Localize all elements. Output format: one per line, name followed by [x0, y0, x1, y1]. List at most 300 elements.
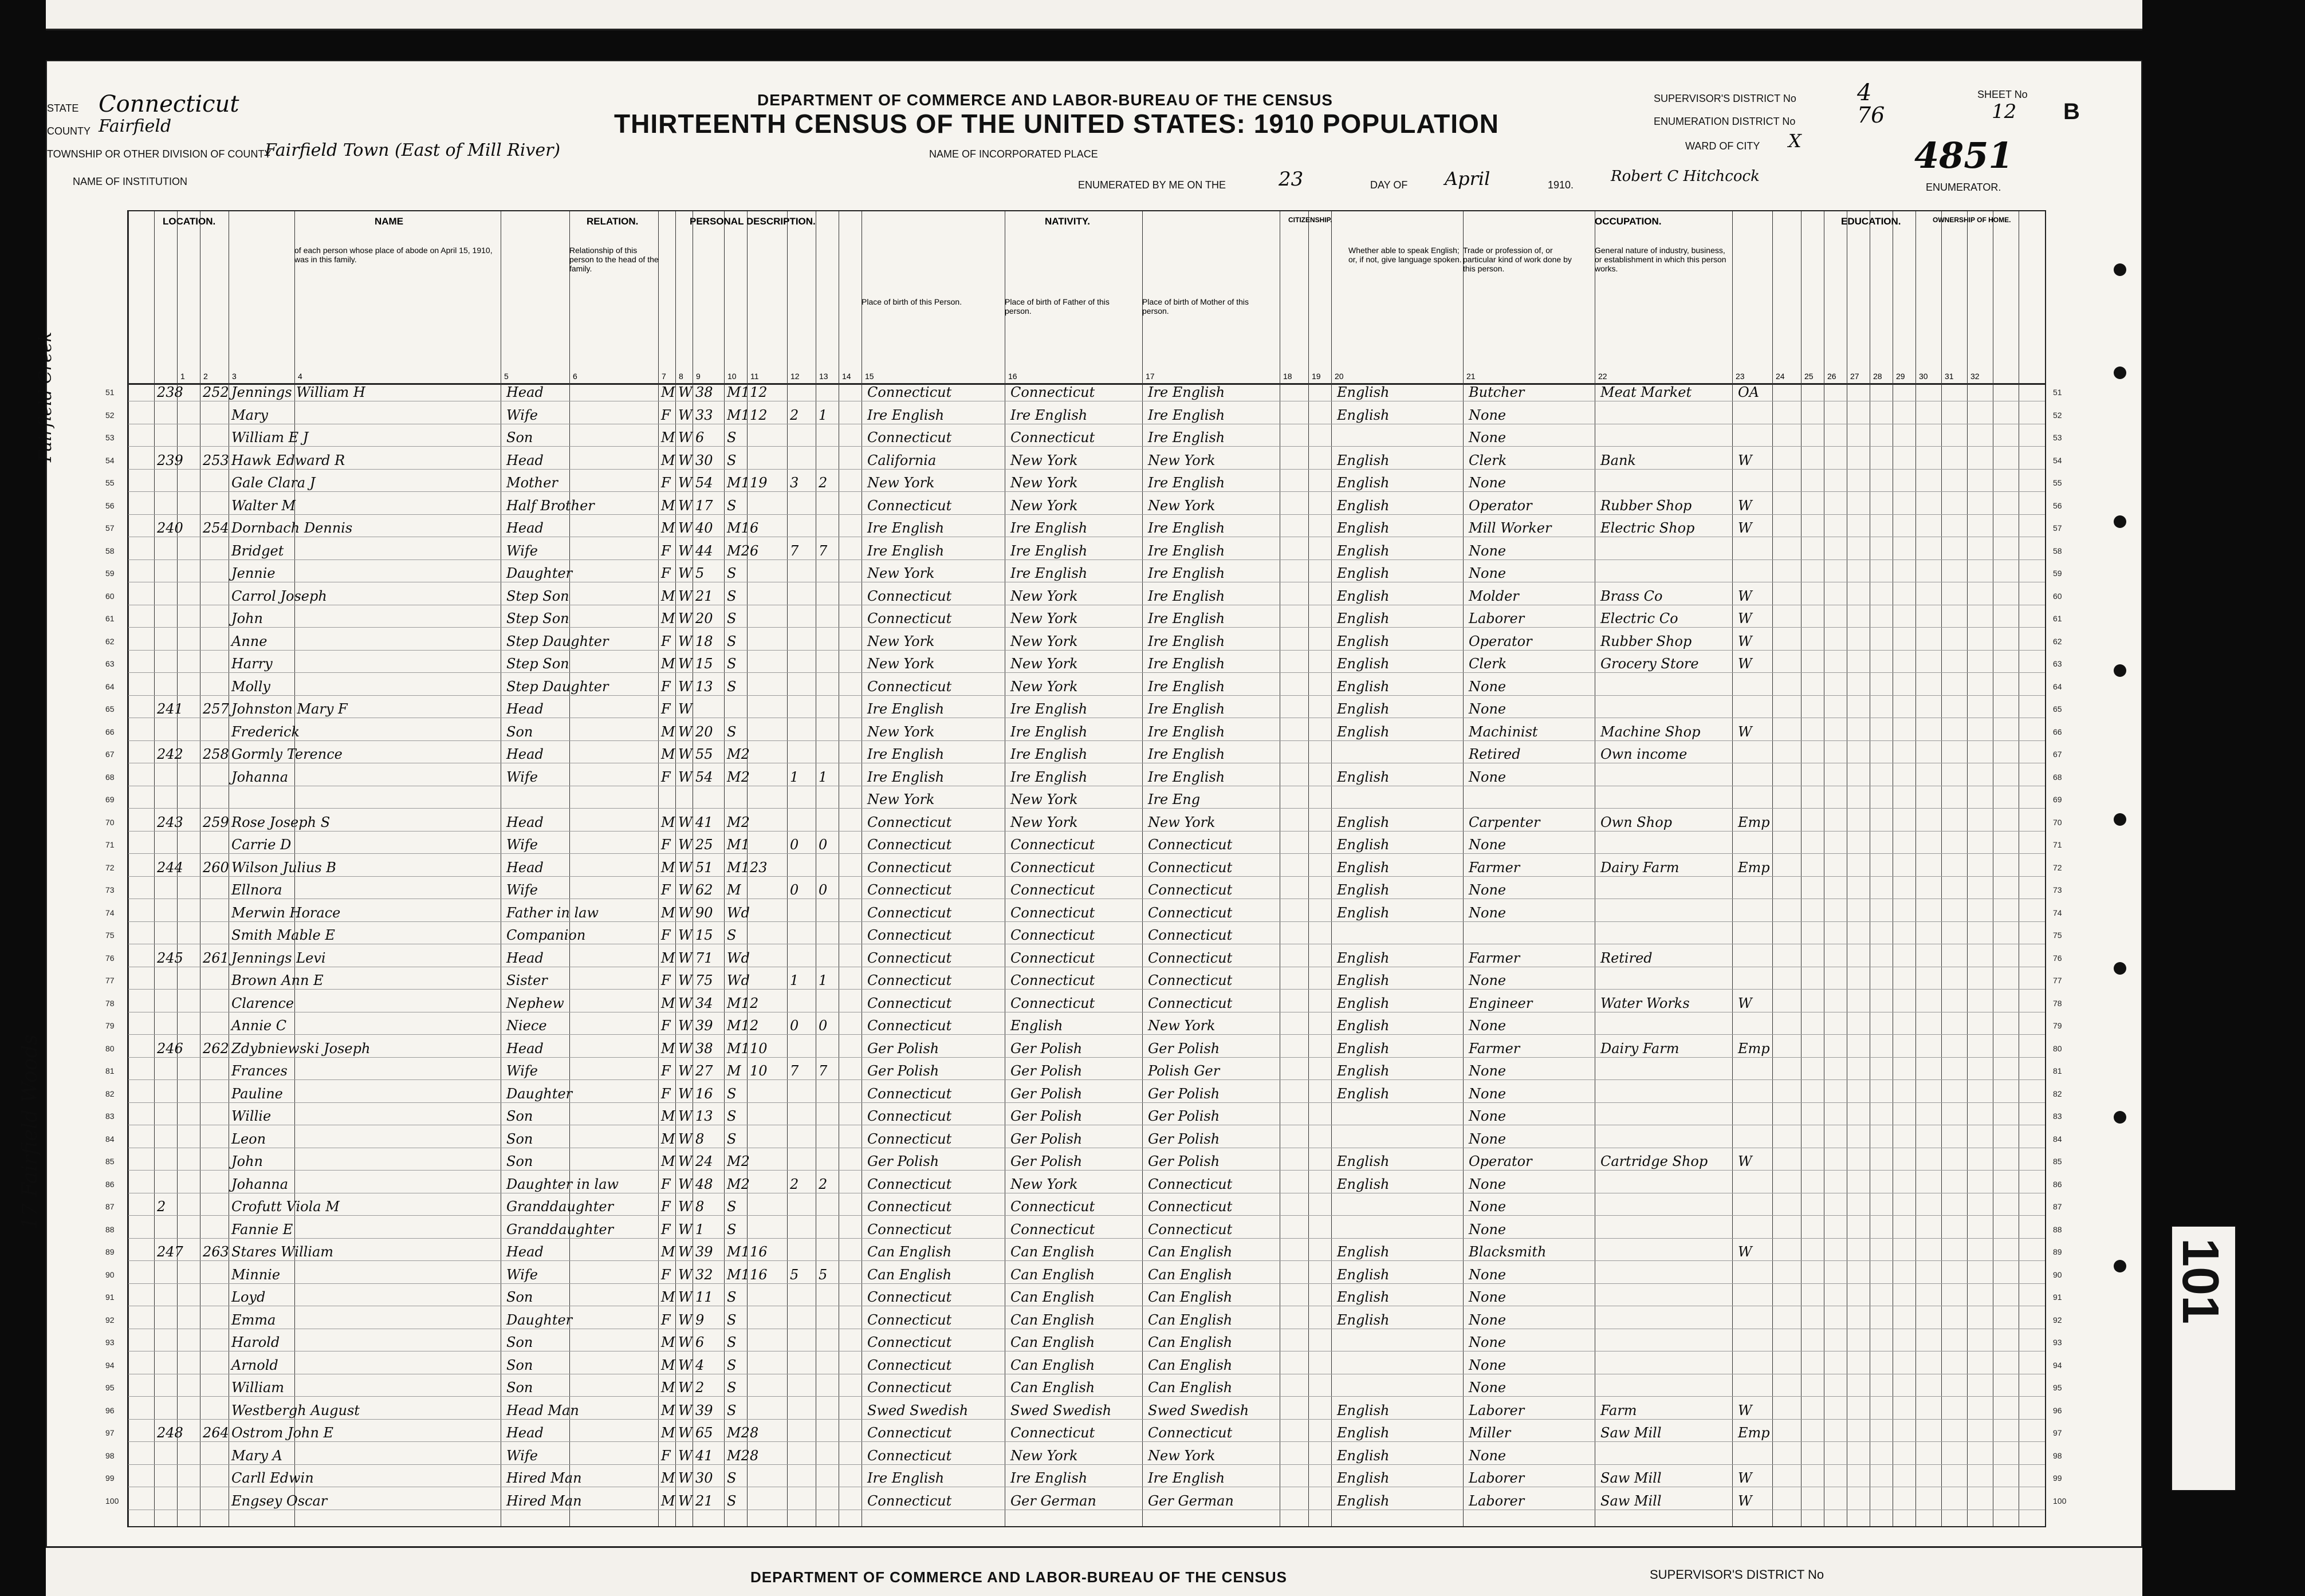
group-location: LOCATION. [163, 216, 216, 227]
trade: None [1469, 1221, 1506, 1238]
race: W [678, 1085, 693, 1102]
father-birthplace: Ger Polish [1010, 1130, 1083, 1147]
relation: Son [506, 1130, 533, 1147]
person-name: Brown Ann E [231, 972, 324, 988]
race: W [678, 1108, 693, 1124]
age: 32 [695, 1266, 713, 1283]
table-row [105, 564, 2062, 582]
mother-birthplace: Ire English [1148, 701, 1225, 717]
birthplace: Connecticut [867, 995, 952, 1011]
person-name: Merwin Horace [231, 904, 341, 921]
mother-birthplace: Ire English [1148, 384, 1225, 400]
line-number: 88 [105, 1224, 115, 1234]
next-sheet-department: DEPARTMENT OF COMMERCE AND LABOR-BUREAU OF THE CENSUS [750, 1569, 1287, 1586]
group-ownership: OWNERSHIP OF HOME. [1933, 216, 2011, 224]
trade: Blacksmith [1469, 1244, 1547, 1260]
age: 51 [695, 859, 713, 876]
ward-label: WARD OF CITY [1685, 140, 1760, 152]
industry: Dairy Farm [1600, 859, 1679, 876]
age: 44 [695, 542, 713, 559]
race: W [678, 1289, 693, 1305]
next-sheet-strip [46, 1546, 2142, 1596]
industry: Own income [1600, 746, 1688, 762]
father-birthplace: Connecticut [1010, 927, 1095, 943]
birthplace: Connecticut [867, 1176, 952, 1192]
age: 27 [695, 1063, 713, 1079]
industry: Electric Shop [1600, 520, 1695, 536]
relation: Head [506, 949, 544, 966]
sex: F [661, 882, 671, 898]
person-name: William E J [231, 429, 309, 446]
line-number-right: 54 [2053, 455, 2062, 465]
relation: Son [506, 1334, 533, 1350]
person-name: Carrol Joseph [231, 588, 327, 604]
employer-status: W [1738, 588, 1752, 604]
enumerated-day: 23 [1279, 168, 1304, 191]
relation: Father in law [506, 904, 599, 921]
person-name: Molly [231, 678, 270, 695]
employer-status: Emp [1738, 859, 1770, 876]
header-trade: Trade or profession of, or particular kind of work done by this person. [1463, 246, 1572, 273]
birthplace: New York [867, 656, 935, 672]
line-number: 53 [105, 433, 115, 442]
race: W [678, 723, 693, 740]
line-number-right: 93 [2053, 1338, 2062, 1347]
line-number: 61 [105, 614, 115, 623]
table-row [105, 1311, 2062, 1329]
language: English [1337, 837, 1390, 853]
table-row [105, 949, 2062, 967]
father-birthplace: Ire English [1010, 723, 1088, 740]
birthplace: Connecticut [867, 1357, 952, 1373]
trade: None [1469, 1199, 1506, 1215]
table-row [105, 406, 2062, 424]
mother-birthplace: Connecticut [1148, 972, 1233, 988]
age: 54 [695, 769, 713, 785]
trade: None [1469, 972, 1506, 988]
industry: Water Works [1600, 995, 1690, 1011]
birthplace: New York [867, 565, 935, 581]
race: W [678, 1492, 693, 1509]
family-number: 260 [203, 859, 229, 876]
person-name: Engsey Oscar [231, 1492, 328, 1509]
relation: Head [506, 859, 544, 876]
line-number: 52 [105, 410, 115, 420]
line-number-right: 69 [2053, 795, 2062, 804]
race: W [678, 678, 693, 695]
line-number: 73 [105, 885, 115, 894]
industry: Own Shop [1600, 814, 1673, 830]
marital-status: S [727, 610, 737, 626]
age: 33 [695, 407, 713, 423]
line-number: 58 [105, 546, 115, 555]
line-number: 96 [105, 1405, 115, 1415]
children-born: 0 [790, 882, 799, 898]
trade: Machinist [1469, 723, 1538, 740]
employer-status: Emp [1738, 1425, 1770, 1441]
employer-status: W [1738, 1244, 1752, 1260]
line-number-right: 94 [2053, 1360, 2062, 1370]
language: English [1337, 1153, 1390, 1169]
employer-status: OA [1738, 384, 1760, 400]
line-number: 68 [105, 772, 115, 782]
line-number: 67 [105, 750, 115, 759]
line-number: 60 [105, 591, 115, 601]
birthplace: Connecticut [867, 1130, 952, 1147]
table-header [128, 211, 2045, 385]
mother-birthplace: Ger Polish [1148, 1085, 1220, 1102]
relation: Step Son [506, 656, 569, 672]
birthplace: Ire English [867, 407, 945, 423]
relation: Head Man [506, 1402, 579, 1418]
line-number: 71 [105, 840, 115, 849]
age: 48 [695, 1176, 713, 1192]
marital-status: S [727, 1108, 737, 1124]
marital-status: S [727, 497, 737, 514]
table-row [105, 1492, 2067, 1510]
line-number: 62 [105, 636, 115, 646]
person-name: Leon [231, 1130, 266, 1147]
children-living: 0 [819, 837, 828, 853]
sex: F [661, 1176, 671, 1192]
trade: None [1469, 475, 1506, 491]
race: W [678, 1063, 693, 1079]
father-birthplace: Connecticut [1010, 1221, 1095, 1238]
language: English [1337, 1040, 1390, 1057]
birthplace: Connecticut [867, 882, 952, 898]
table-row [105, 1333, 2062, 1351]
mother-birthplace: New York [1148, 1018, 1216, 1034]
column-number: 8 [679, 372, 683, 381]
race: W [678, 384, 693, 400]
table-row [105, 1107, 2062, 1125]
line-number-right: 52 [2053, 410, 2062, 420]
line-number-right: 92 [2053, 1315, 2062, 1325]
line-number-right: 98 [2053, 1451, 2062, 1460]
sex: F [661, 407, 671, 423]
table-row [105, 1130, 2062, 1148]
children-living: 7 [819, 542, 828, 559]
marital-status: S [727, 1085, 737, 1102]
township-value: Fairfield Town (East of Mill River) [265, 140, 561, 160]
race: W [678, 1334, 693, 1350]
dwelling-number: 239 [157, 452, 183, 468]
age: 75 [695, 972, 713, 988]
family-number: 262 [203, 1040, 229, 1057]
line-number: 77 [105, 976, 115, 985]
trade: Engineer [1469, 995, 1533, 1011]
birthplace: Ger Polish [867, 1153, 939, 1169]
father-birthplace: New York [1010, 656, 1078, 672]
children-living: 1 [819, 972, 828, 988]
employer-status: W [1738, 520, 1752, 536]
line-number-right: 86 [2053, 1179, 2062, 1189]
marital-status: S [727, 1221, 737, 1238]
marital-status: S [727, 565, 737, 581]
birthplace: Connecticut [867, 1199, 952, 1215]
race: W [678, 610, 693, 626]
line-number-right: 97 [2053, 1428, 2062, 1437]
father-birthplace: Ger Polish [1010, 1040, 1083, 1057]
relation: Nephew [506, 995, 564, 1011]
language: English [1337, 1402, 1390, 1418]
marital-status: S [727, 1470, 737, 1486]
line-number-right: 87 [2053, 1202, 2062, 1211]
race: W [678, 1040, 693, 1057]
sex: F [661, 678, 671, 695]
line-number: 85 [105, 1157, 115, 1166]
marital-status: M [727, 882, 741, 898]
mother-birthplace: Ire English [1148, 610, 1225, 626]
incorporated-place-label: NAME OF INCORPORATED PLACE [929, 148, 1098, 160]
sex: F [661, 1199, 671, 1215]
language: English [1337, 814, 1390, 830]
father-birthplace: New York [1010, 814, 1078, 830]
sex: M [661, 384, 675, 400]
sex: F [661, 1221, 671, 1238]
age: 90 [695, 904, 713, 921]
mother-birthplace: Ire English [1148, 633, 1225, 649]
line-number-right: 96 [2053, 1405, 2062, 1415]
person-name: Willie [231, 1108, 272, 1124]
language: English [1337, 1289, 1390, 1305]
line-number-right: 95 [2053, 1383, 2062, 1392]
age: 18 [695, 633, 713, 649]
table-row [105, 474, 2062, 492]
mother-birthplace: Ire English [1148, 520, 1225, 536]
birthplace: Connecticut [867, 972, 952, 988]
relation: Head [506, 452, 544, 468]
race: W [678, 1153, 693, 1169]
trade: None [1469, 1108, 1506, 1124]
trade: Clerk [1469, 656, 1507, 672]
race: W [678, 497, 693, 514]
sex: F [661, 769, 671, 785]
group-name: NAME [375, 216, 404, 227]
mother-birthplace: Can English [1148, 1357, 1233, 1373]
sex: M [661, 1130, 675, 1147]
trade: None [1469, 542, 1506, 559]
language: English [1337, 384, 1390, 400]
birthplace: Connecticut [867, 497, 952, 514]
dwelling-number: 245 [157, 949, 183, 966]
table-row [105, 1447, 2062, 1465]
trade: None [1469, 769, 1506, 785]
birthplace: Ire English [867, 746, 945, 762]
line-number-right: 75 [2053, 931, 2062, 940]
children-born: 2 [790, 1176, 799, 1192]
birthplace: New York [867, 633, 935, 649]
marital-status: S [727, 1199, 737, 1215]
language: English [1337, 407, 1390, 423]
line-number-right: 73 [2053, 885, 2062, 894]
header-birthplace: Place of birth of this Person. [862, 297, 962, 306]
industry: Retired [1600, 949, 1653, 966]
birthplace: Swed Swedish [867, 1402, 969, 1418]
sex: M [661, 1402, 675, 1418]
table-row [105, 858, 2062, 877]
line-number-right: 85 [2053, 1157, 2062, 1166]
line-number: 56 [105, 501, 115, 510]
table-row [105, 971, 2062, 990]
children-born: 7 [790, 1063, 799, 1079]
family-number: 261 [203, 949, 229, 966]
line-number-right: 60 [2053, 591, 2062, 601]
marital-status: S [727, 723, 737, 740]
sex: M [661, 859, 675, 876]
line-number: 59 [105, 569, 115, 578]
marital-status: M2 [727, 542, 750, 559]
race: W [678, 995, 693, 1011]
column-number: 30 [1919, 372, 1928, 381]
family-number: 263 [203, 1244, 229, 1260]
person-name: Jennie [231, 565, 276, 581]
line-number-right: 81 [2053, 1066, 2062, 1075]
years-married: 10 [750, 1063, 768, 1079]
sex: M [661, 995, 675, 1011]
race: W [678, 746, 693, 762]
language: English [1337, 475, 1390, 491]
language: English [1337, 520, 1390, 536]
column-number: 13 [819, 372, 828, 381]
age: 30 [695, 452, 713, 468]
employer-status: W [1738, 497, 1752, 514]
township-label: TOWNSHIP OR OTHER DIVISION OF COUNTY [47, 148, 272, 160]
children-living: 1 [819, 407, 828, 423]
line-number: 100 [105, 1496, 119, 1506]
person-name: Stares William [231, 1244, 334, 1260]
sex: M [661, 588, 675, 604]
birthplace: Can English [867, 1266, 952, 1283]
line-number-right: 76 [2053, 953, 2062, 963]
employer-status: W [1738, 995, 1752, 1011]
supervisor-district-label: SUPERVISOR'S DISTRICT No [1654, 93, 1796, 104]
relation: Son [506, 1289, 533, 1305]
header-industry: General nature of industry, business, or establishment in which this person works. [1595, 246, 1726, 273]
trade: None [1469, 1130, 1506, 1147]
relation: Son [506, 1153, 533, 1169]
line-number: 65 [105, 704, 115, 714]
father-birthplace: Ger Polish [1010, 1063, 1083, 1079]
children-born: 0 [790, 837, 799, 853]
relation: Step Daughter [506, 678, 609, 695]
sex: F [661, 1311, 671, 1328]
trade: None [1469, 678, 1506, 695]
column-number: 29 [1896, 372, 1905, 381]
age: 20 [695, 610, 713, 626]
table-row [105, 1039, 2062, 1058]
mother-birthplace: Can English [1148, 1380, 1233, 1396]
line-number: 76 [105, 953, 115, 963]
language: English [1337, 995, 1390, 1011]
column-number: 4 [298, 372, 302, 381]
column-number: 6 [573, 372, 577, 381]
race: W [678, 452, 693, 468]
sex: M [661, 1380, 675, 1396]
relation: Companion [506, 927, 586, 943]
trade: Clerk [1469, 452, 1507, 468]
father-birthplace: Ger German [1010, 1492, 1096, 1509]
line-number: 66 [105, 727, 115, 736]
mother-birthplace: New York [1148, 497, 1216, 514]
age: 30 [695, 1470, 713, 1486]
line-number: 98 [105, 1451, 115, 1460]
race: W [678, 429, 693, 446]
person-name: Dornbach Dennis [231, 520, 353, 536]
relation: Son [506, 1108, 533, 1124]
father-birthplace: Can English [1010, 1289, 1095, 1305]
sex: M [661, 1492, 675, 1509]
age: 8 [695, 1199, 705, 1215]
sex: M [661, 520, 675, 536]
age: 24 [695, 1153, 713, 1169]
father-birthplace: Ger Polish [1010, 1085, 1083, 1102]
relation: Head [506, 814, 544, 830]
sex: M [661, 1040, 675, 1057]
table-row [105, 1175, 2062, 1193]
person-name: Carll Edwin [231, 1470, 314, 1486]
sex: F [661, 1018, 671, 1034]
census-title: THIRTEENTH CENSUS OF THE UNITED STATES: 1910 POPULATION [614, 109, 1500, 139]
age: 6 [695, 429, 705, 446]
marital-status: S [727, 656, 737, 672]
person-name: Harold [231, 1334, 280, 1350]
father-birthplace: Ire English [1010, 746, 1088, 762]
years-married: 16 [750, 1266, 768, 1283]
birthplace: Connecticut [867, 1334, 952, 1350]
birthplace: Connecticut [867, 1018, 952, 1034]
trade: None [1469, 565, 1506, 581]
relation: Daughter [506, 1085, 573, 1102]
table-row [105, 790, 2062, 809]
father-birthplace: Connecticut [1010, 972, 1095, 988]
table-row [105, 1266, 2062, 1284]
birthplace: Connecticut [867, 1085, 952, 1102]
mother-birthplace: Ire English [1148, 1470, 1225, 1486]
language: English [1337, 701, 1390, 717]
age: 13 [695, 678, 713, 695]
father-birthplace: New York [1010, 452, 1078, 468]
marital-status: S [727, 429, 737, 446]
column-number: 10 [727, 372, 737, 381]
language: English [1337, 1266, 1390, 1283]
birthplace: Connecticut [867, 949, 952, 966]
table-row [105, 632, 2062, 651]
line-number-right: 64 [2053, 681, 2062, 691]
dwelling-number: 241 [157, 701, 183, 717]
column-number: 12 [790, 372, 800, 381]
sex: M [661, 610, 675, 626]
trade: None [1469, 1447, 1506, 1464]
birthplace: Ger Polish [867, 1040, 939, 1057]
mother-birthplace: Connecticut [1148, 995, 1233, 1011]
mother-birthplace: Ire English [1148, 475, 1225, 491]
trade: None [1469, 1085, 1506, 1102]
age: 65 [695, 1425, 713, 1441]
sex: M [661, 1244, 675, 1260]
relation: Wife [506, 837, 538, 853]
census-table [105, 210, 2067, 1527]
father-birthplace: Ire English [1010, 407, 1088, 423]
line-number: 74 [105, 908, 115, 917]
marital-status: S [727, 633, 737, 649]
age: 9 [695, 1311, 705, 1328]
line-number: 94 [105, 1360, 115, 1370]
race: W [678, 927, 693, 943]
relation: Step Son [506, 588, 569, 604]
marital-status: M1 [727, 859, 750, 876]
table-row [105, 904, 2062, 922]
